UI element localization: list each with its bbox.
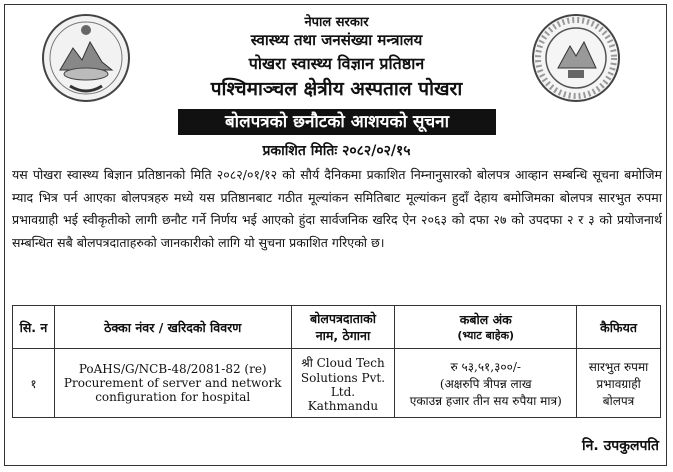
cell-contract bbox=[54, 349, 291, 418]
amount-words-1: (अक्षरुपि त्रीपन्न लाख bbox=[439, 376, 532, 391]
notice-body: यस पोखरा स्वास्थ्य बिज्ञान प्रतिष्ठानको मिति २०८२/०१/१२ को सौर्य दैनिकमा प्रकाशित निम्नानुसारको बोलपत्र आव्हान सम्बन्धि सूचना बमोजिम म्याद भित्र पर्न आएका बोलपत्रहरु मध्ये यस प्रतिष्ठानबाट गठीत मूल्यांकन समितिबाट मूल्यांकन हुदाँ देहाय बमोजिमका बोलपत्र सारभुत रुपमा प्रभावग्राही भई स्वीकृतीको लागी छनौट गर्ने निर्णय भई आएको हुंदा सार्वजनिक खरिद ऐन २०६३ को दफा २७ को उपदफा २ र ३ को प्रयोजनार्थ सम्बन्धित सबै बोलपत्रदाताहरुको जानकारीको लागि यो सुचना प्रकाशित गरिएको छ। bbox=[12, 167, 662, 250]
col-bidder-line-1: बोलपत्रदाताको bbox=[310, 311, 376, 326]
col-contract: ठेक्का नंवर / खरिदको विवरण bbox=[54, 306, 291, 349]
col-bidder-line-2: नाम, ठेगाना bbox=[315, 328, 371, 343]
cell-remarks bbox=[577, 349, 661, 418]
col-sn: सि. न bbox=[13, 306, 55, 349]
header-line-3: पोखरा स्वास्थ्य विज्ञान प्रतिष्ठान bbox=[248, 54, 425, 73]
col-bidder bbox=[291, 306, 395, 349]
contract-desc-2: configuration for hospital bbox=[95, 390, 251, 404]
amount-figure: रु ५३,५१,३००/- bbox=[450, 359, 521, 374]
col-amount-line-2: (भ्याट बाहेक) bbox=[457, 329, 515, 342]
remarks-line-1: सारभुत रुपमा bbox=[588, 359, 649, 374]
bidder-line-2: Solutions Pvt. bbox=[300, 370, 386, 385]
award-table bbox=[12, 305, 661, 418]
header-line-4: पश्चिमाञ्चल क्षेत्रीय अस्पताल पोखरा bbox=[210, 78, 463, 100]
published-date: प्रकाशित मितिः २०८२/०२/१५ bbox=[262, 143, 411, 159]
col-amount bbox=[395, 306, 577, 349]
cell-amount bbox=[395, 349, 577, 418]
cell-sn: १ bbox=[13, 349, 55, 418]
notice-title-banner: बोलपत्रको छनौटको आशयको सूचना bbox=[178, 109, 496, 135]
col-remarks: कैफियत bbox=[577, 306, 661, 349]
signatory: नि. उपकुलपति bbox=[581, 438, 659, 454]
bidder-line-3: Ltd. Kathmandu bbox=[307, 384, 379, 413]
bidder-line-1: श्री Cloud Tech bbox=[301, 355, 385, 370]
contract-number: PoAHS/G/NCB-48/2081-82 (re) bbox=[78, 362, 267, 376]
col-amount-line-1: कबोल अंक bbox=[459, 312, 512, 327]
remarks-line-2: प्रभावग्राही bbox=[596, 376, 641, 391]
cell-bidder bbox=[291, 349, 395, 418]
amount-words-2: एकाउन्न हजार तीन सय रुपैया मात्र) bbox=[409, 393, 562, 408]
table-header-row bbox=[13, 306, 661, 349]
remarks-line-3: बोलपत्र bbox=[602, 393, 635, 408]
contract-desc-1: Procurement of server and network bbox=[63, 376, 282, 390]
header-line-2: स्वास्थ्य तथा जनसंख्या मन्त्रालय bbox=[250, 31, 423, 49]
table-row bbox=[13, 349, 661, 418]
header-line-1: नेपाल सरकार bbox=[304, 15, 369, 30]
